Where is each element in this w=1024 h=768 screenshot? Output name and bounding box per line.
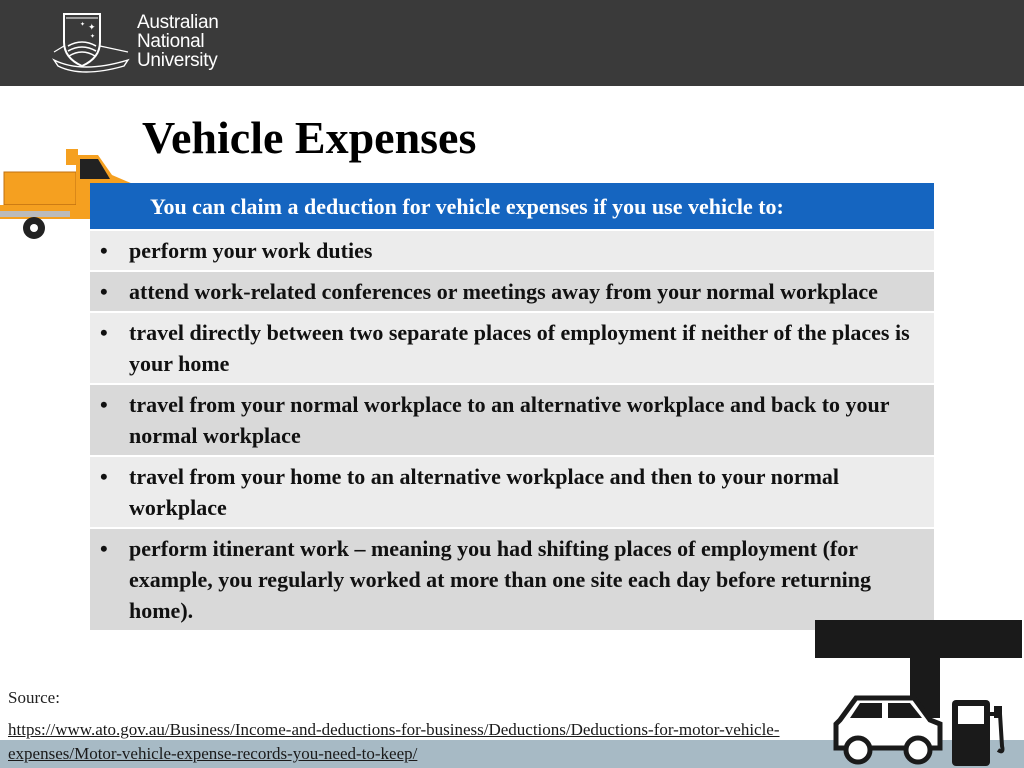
bullet-icon: • xyxy=(100,238,108,263)
row-text: travel directly between two separate places of employment if neither of the places is your home xyxy=(129,320,910,376)
table-row xyxy=(90,311,934,383)
car-fuel-pump-icon xyxy=(810,618,1024,768)
anu-crest-icon xyxy=(52,12,130,74)
table-row xyxy=(90,527,934,630)
svg-text:✦: ✦ xyxy=(90,33,96,40)
row-text: perform your work duties xyxy=(129,238,373,263)
source-label: Source: xyxy=(8,688,60,707)
table-heading: You can claim a deduction for vehicle expenses if you use vehicle to: xyxy=(90,183,934,229)
header-bar xyxy=(0,0,1024,86)
table-row xyxy=(90,455,934,527)
bullet-icon: • xyxy=(100,279,108,304)
logo-line-3: University xyxy=(137,50,218,71)
logo-line-2: National xyxy=(137,31,205,52)
bullet-icon: • xyxy=(100,392,108,417)
source-link[interactable]: https://www.ato.gov.au/Business/Income-and-deductions-for-business/Deductions/Deductions-for-motor-vehicle-expenses/Motor-vehicle-expense-records-you-need-to-keep/ xyxy=(8,720,780,763)
row-text: travel from your normal workplace to an alternative workplace and back to your normal workplace xyxy=(129,392,890,448)
row-text: attend work-related conferences or meetings away from your normal workplace xyxy=(129,279,878,304)
expense-table xyxy=(90,183,934,630)
bullet-icon: • xyxy=(100,320,108,345)
bullet-icon: • xyxy=(100,536,108,561)
page-title: Vehicle Expenses xyxy=(142,112,477,163)
bullet-icon: • xyxy=(100,464,108,489)
table-row xyxy=(90,270,934,311)
svg-text:✦: ✦ xyxy=(80,21,86,28)
logo-line-1: Australian xyxy=(137,12,219,33)
table-row xyxy=(90,229,934,270)
svg-text:✦: ✦ xyxy=(88,23,96,33)
row-text: perform itinerant work – meaning you had shifting places of employment (for example, you regularly worked at more than one site each day before returning home). xyxy=(129,536,872,623)
row-text: travel from your home to an alternative workplace and then to your normal workplace xyxy=(129,464,840,520)
anu-wordmark xyxy=(137,13,219,70)
table-row xyxy=(90,383,934,455)
